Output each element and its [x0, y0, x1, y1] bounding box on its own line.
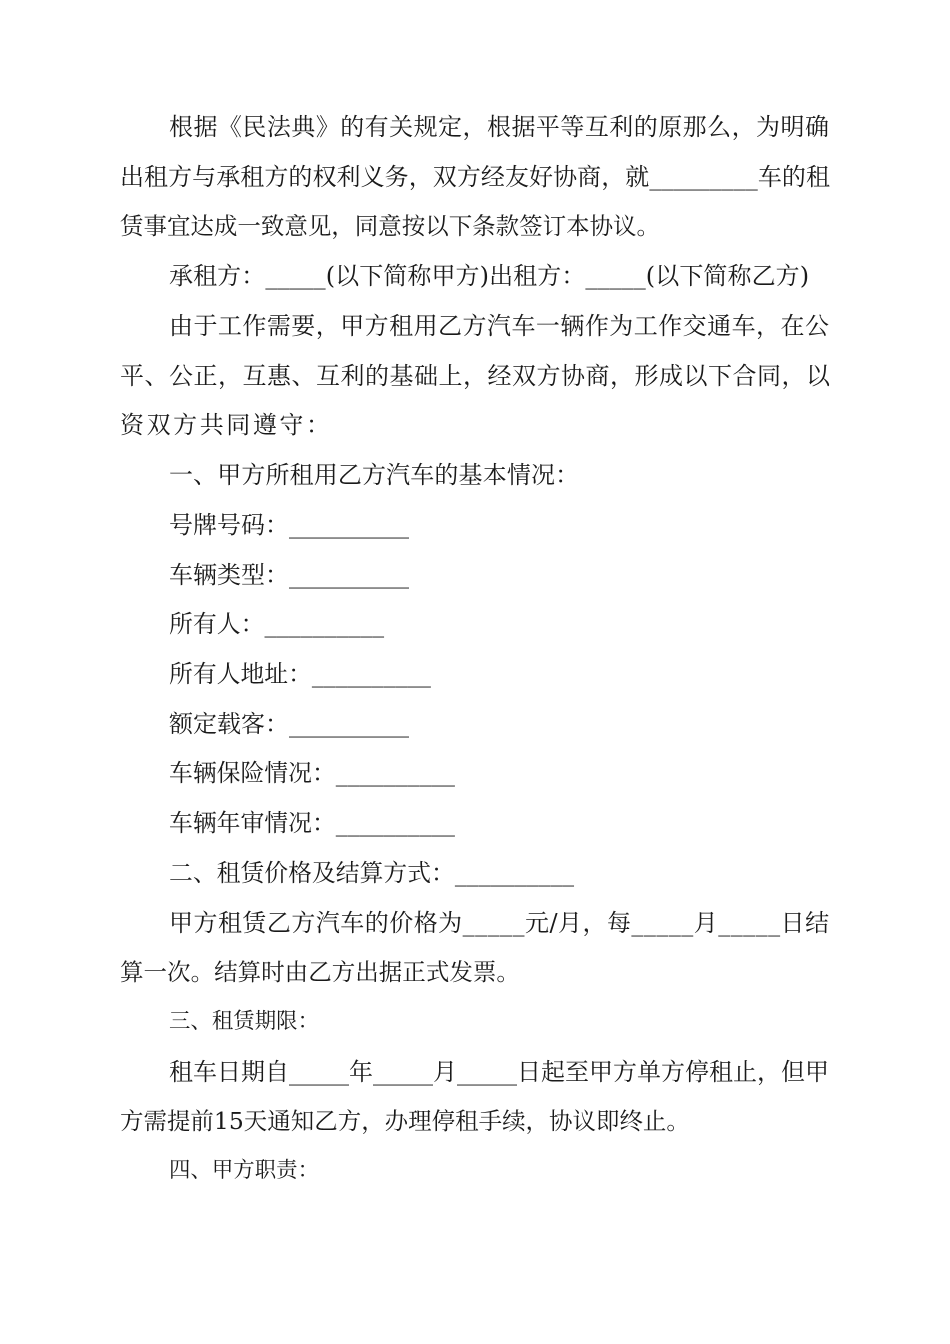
paragraph-purpose-line-1: 由于工作需要，甲方租用乙方汽车一辆作为工作交通车，在公	[169, 312, 830, 340]
field-vehicle-type: 车辆类型：__________	[169, 561, 409, 589]
paragraph-purpose-line-2: 平、公正，互惠、互利的基础上，经双方协商，形成以下合同，以	[120, 362, 831, 390]
section-1-heading: 一、甲方所租用乙方汽车的基本情况：	[169, 461, 580, 489]
section-2-heading: 二、租赁价格及结算方式：__________	[169, 859, 575, 887]
field-owner-address: 所有人地址：__________	[169, 660, 431, 688]
parties-line: 承租方：_____(以下简称甲方)出租方：_____(以下简称乙方)	[169, 262, 810, 290]
paragraph-term-line-1: 租车日期自_____年_____月_____日起至甲方单方停租止，但甲	[169, 1058, 829, 1086]
field-rated-passengers: 额定载客：__________	[169, 710, 409, 738]
section-4-heading: 四、甲方职责：	[169, 1158, 320, 1183]
paragraph-price-line-2: 算一次。结算时由乙方出据正式发票。	[120, 958, 520, 986]
paragraph-term-line-2: 方需提前15天通知乙方，办理停租手续，协议即终止。	[120, 1107, 690, 1135]
field-vehicle-insurance: 车辆保险情况：__________	[169, 759, 455, 787]
paragraph-intro-line-3: 赁事宜达成一致意见，同意按以下条款签订本协议。	[120, 212, 661, 240]
field-plate-number: 号牌号码：__________	[169, 511, 409, 539]
paragraph-intro-line-2: 出租方与承租方的权利义务，双方经友好协商，就_________车的租	[120, 163, 831, 191]
paragraph-purpose-line-3: 资双方共同遵守：	[120, 411, 333, 439]
paragraph-intro-line-1: 根据《民法典》的有关规定，根据平等互利的原那么，为明确	[169, 113, 830, 141]
field-annual-inspection: 车辆年审情况：__________	[169, 809, 455, 837]
section-3-heading: 三、租赁期限：	[169, 1009, 320, 1034]
field-owner: 所有人：__________	[169, 610, 385, 638]
paragraph-price-line-1: 甲方租赁乙方汽车的价格为_____元/月，每_____月_____日结	[169, 909, 830, 937]
